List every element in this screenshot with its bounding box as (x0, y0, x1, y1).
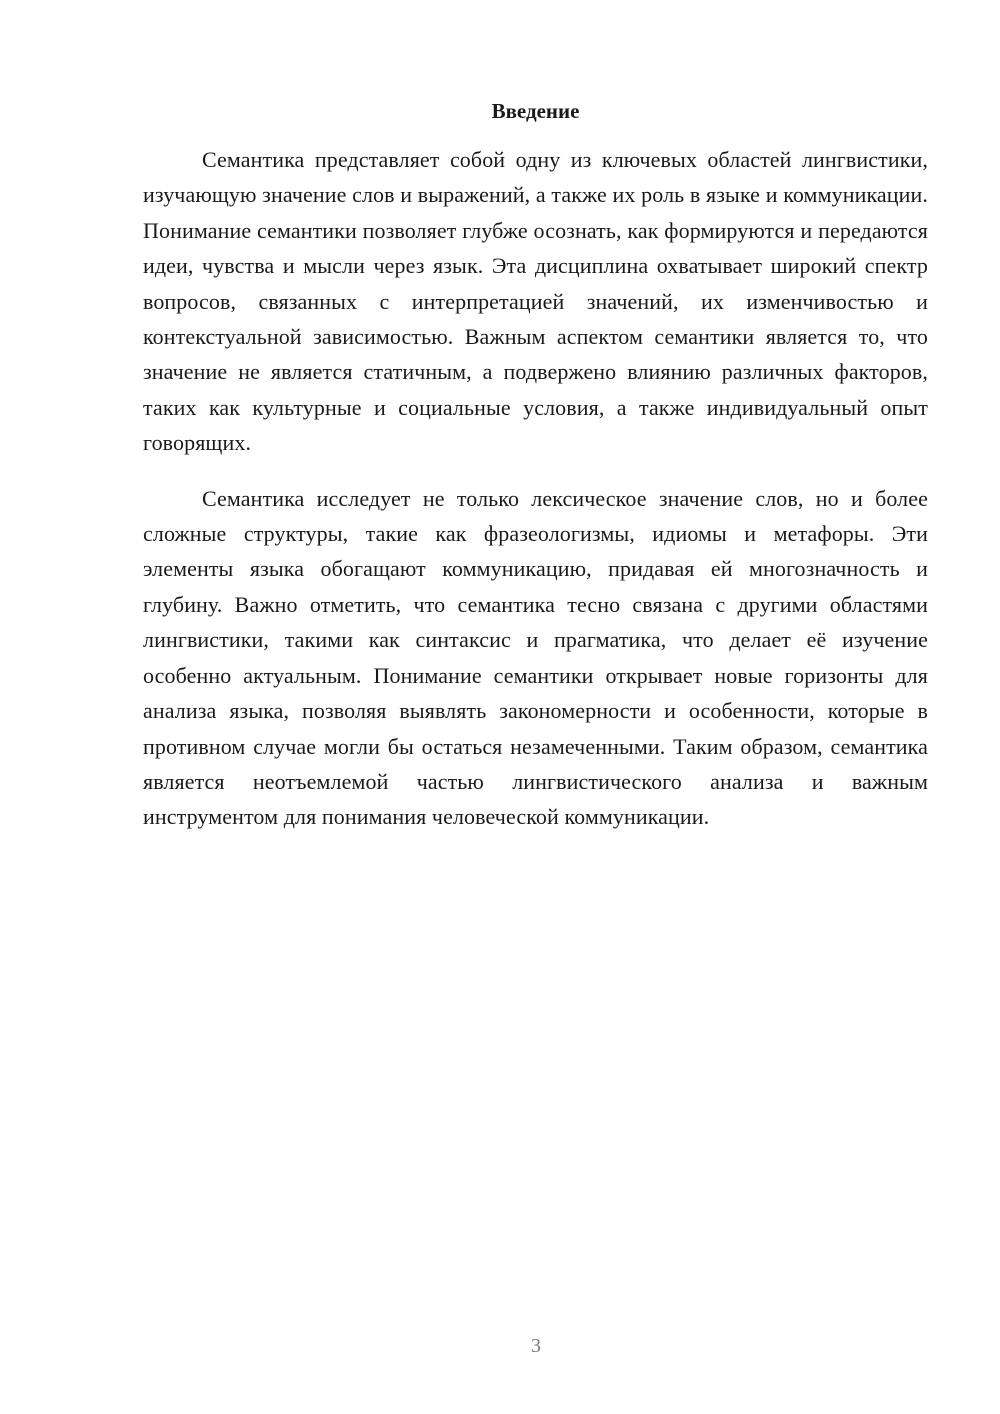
paragraph-1: Семантика представляет собой одну из ключевых областей лингвистики, изучающую значение слов и выражений, а также их роль в языке и коммуникации. Понимание семантики позволяет глубже осознать, как формируются и передаются идеи, чувства и мысли через язык. Эта дисциплина охватывает широкий спектр вопросов, связанных с интерпретацией значений, их изменчивостью и контекстуальной зависимостью. Важным аспектом семантики является то, что значение не является статичным, а подвержено влиянию различных факторов, таких как культурные и социальные условия, а также индивидуальный опыт говорящих. (143, 147, 928, 456)
paragraph-2: Семантика исследует не только лексическое значение слов, но и более сложные структуры, такие как фразеологизмы, идиомы и метафоры. Эти элементы языка обогащают коммуникацию, придавая ей многозначность и глубину. Важно отметить, что семантика тесно связана с другими областями лингвистики, такими как синтаксис и прагматика, что делает её изучение особенно актуальным. Понимание семантики открывает новые горизонты для анализа языка, позволяя выявлять закономерности и особенности, которые в противном случае могли бы остаться незамеченными. Таким образом, семантика является неотъемлемой частью лингвистического анализа и важным инструментом для понимания человеческой коммуникации. (143, 485, 928, 830)
section-heading: Введение (491, 99, 580, 123)
body-text (143, 142, 928, 835)
page-number: 3 (531, 1335, 541, 1357)
